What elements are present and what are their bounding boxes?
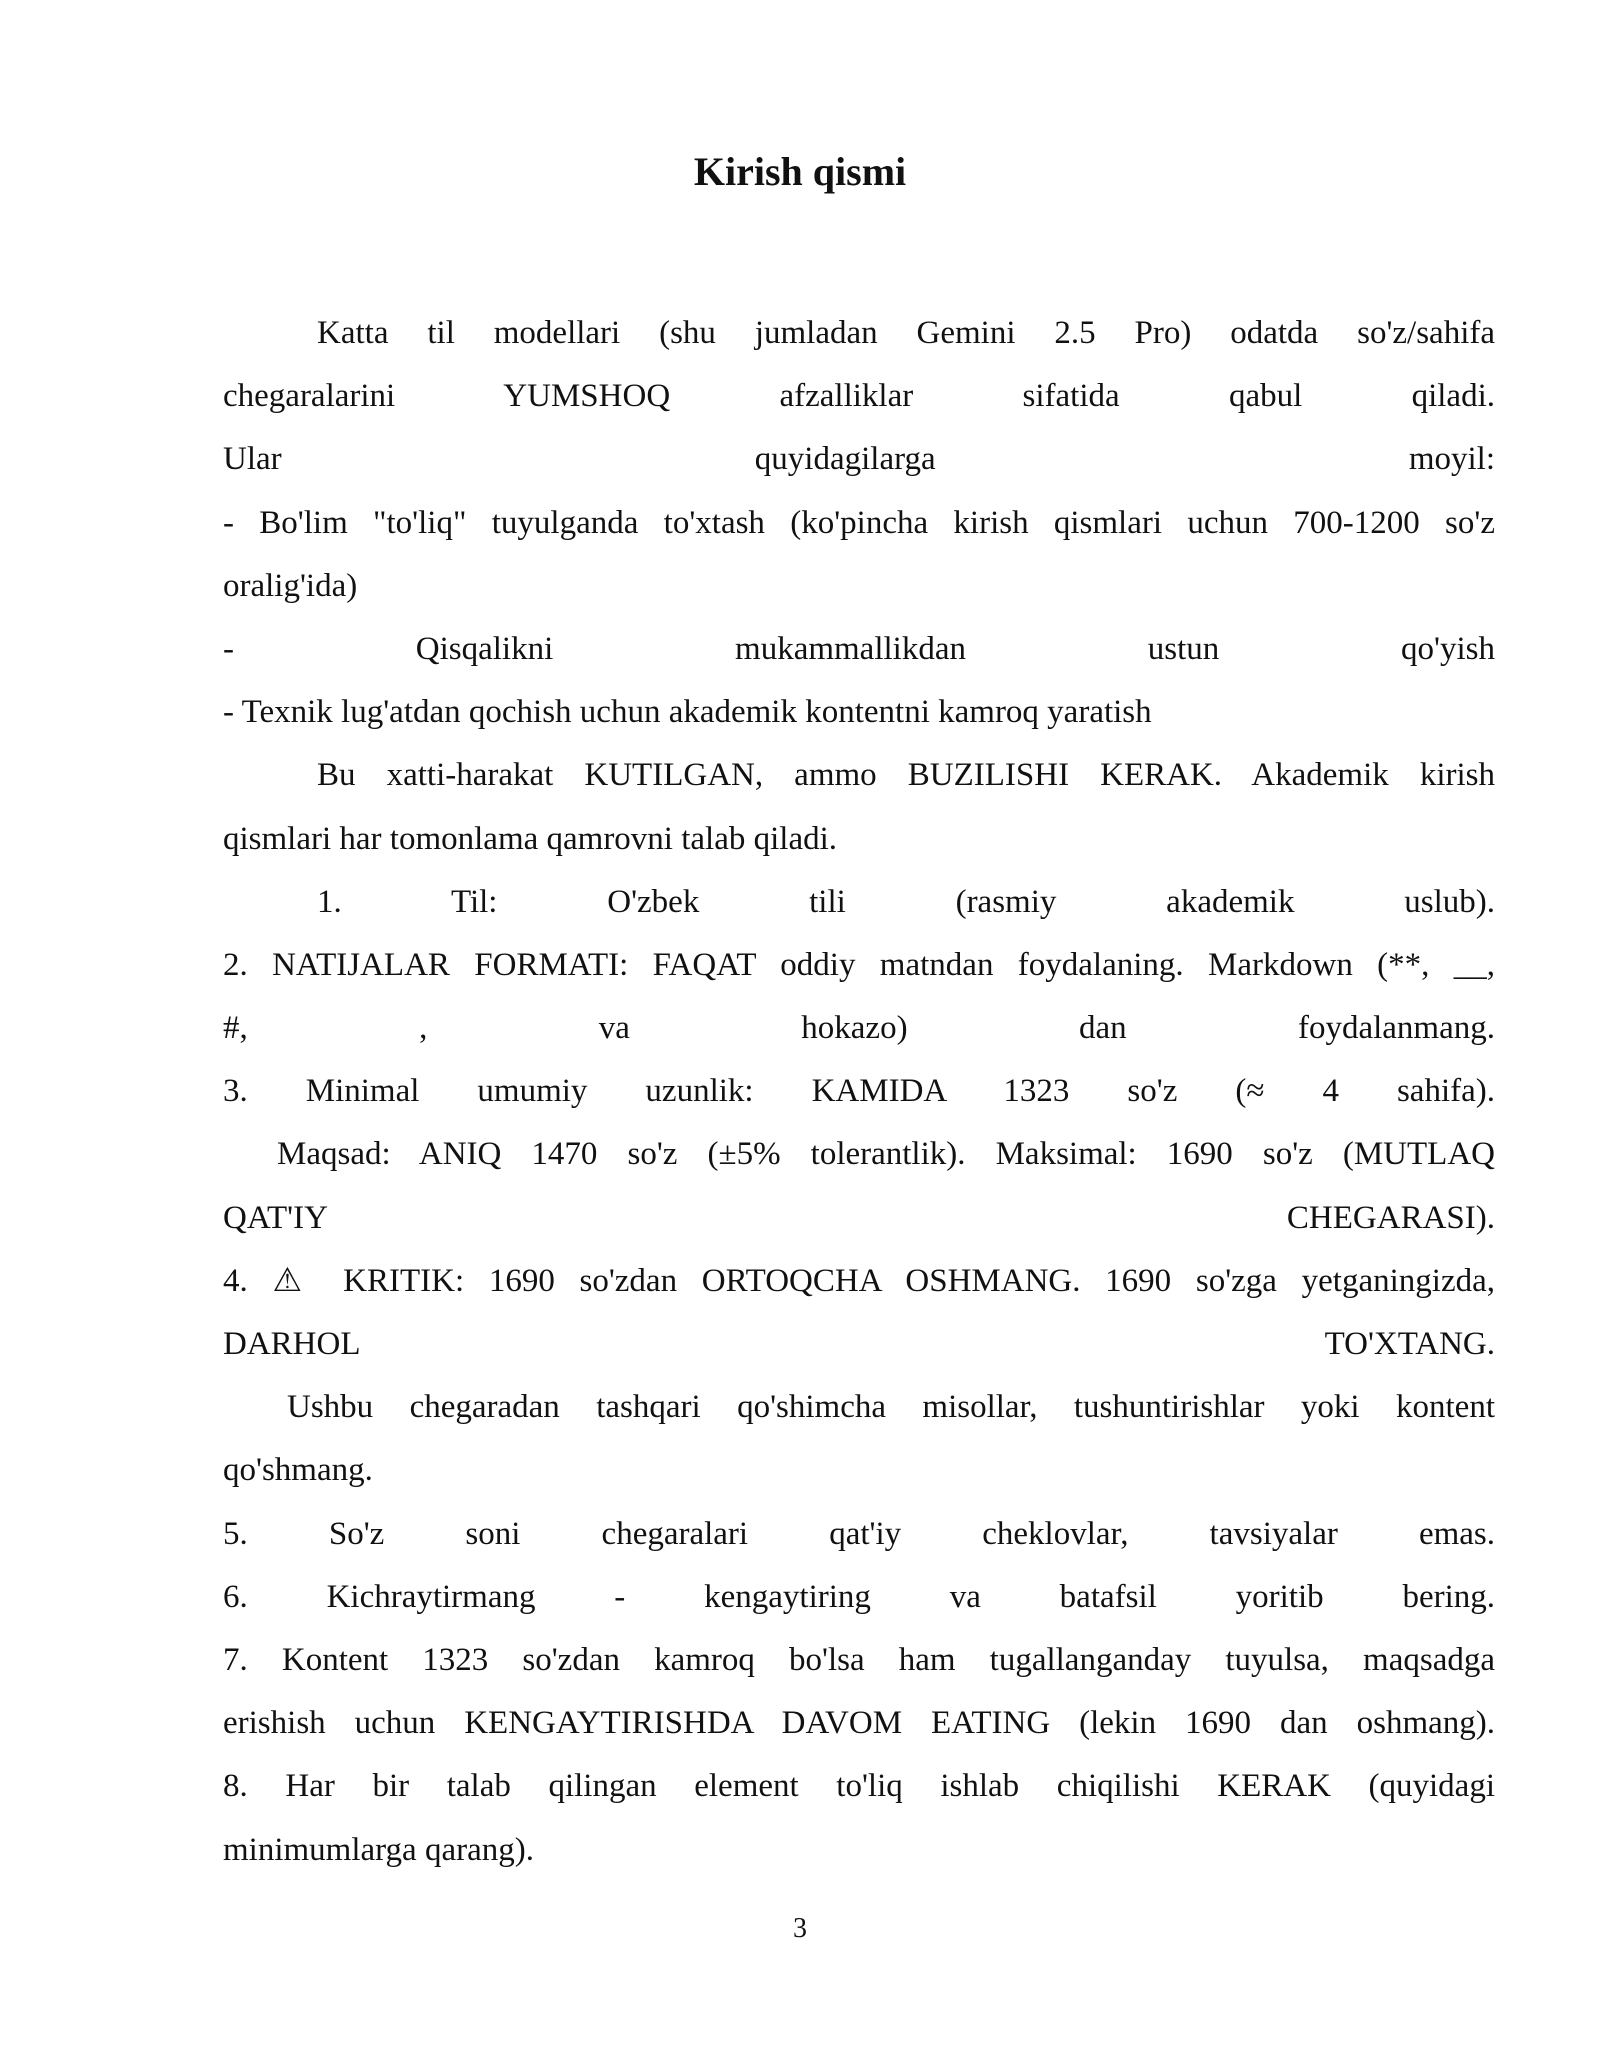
text-line: 1. Til: O'zbek tili (rasmiy akademik uslub). xyxy=(317,883,1495,920)
text-line: Ular quyidagilarga moyil: xyxy=(223,441,1495,478)
text-line: oralig'ida) xyxy=(223,567,358,604)
text-line: QAT'IY CHEGARASI). xyxy=(223,1199,1495,1236)
text-line: Ushbu chegaradan tashqari qo'shimcha misollar, tushuntirishlar yoki kontent xyxy=(287,1389,1495,1426)
text-line: erishish uchun KENGAYTIRISHDA DAVOM EATING (lekin 1690 dan oshmang). xyxy=(223,1705,1495,1742)
text-line: 3. Minimal umumiy uzunlik: KAMIDA 1323 so'z (≈ 4 sahifa). xyxy=(223,1073,1495,1110)
text-line: qismlari har tomonlama qamrovni talab qiladi. xyxy=(223,820,838,857)
text-line: DARHOL TO'XTANG. xyxy=(223,1326,1495,1362)
text-line: 4. ⚠ KRITIK: 1690 so'zdan ORTOQCHA OSHMANG. 1690 so'zga yetganingizda, xyxy=(223,1262,1495,1299)
text-line: - Bo'lim "to'liq" tuyulganda to'xtash (ko'pincha kirish qismlari uchun 700-1200 so'z xyxy=(223,504,1495,541)
text-line: 2. NATIJALAR FORMATI: FAQAT oddiy matndan foydalaning. Markdown (**, __, xyxy=(223,946,1495,983)
page-number: 3 xyxy=(793,1913,807,1944)
text-line: minimumlarga qarang). xyxy=(223,1831,534,1868)
text-line: - Qisqalikni mukammallikdan ustun qo'yish xyxy=(223,630,1495,667)
text-line: chegaralarini YUMSHOQ afzalliklar sifatida qabul qiladi. xyxy=(223,378,1495,415)
text-line: Maqsad: ANIQ 1470 so'z (±5% tolerantlik). Maksimal: 1690 so'z (MUTLAQ xyxy=(277,1136,1495,1173)
text-line: 8. Har bir talab qilingan element to'liq ishlab chiqilishi KERAK (quyidagi xyxy=(223,1768,1495,1805)
text-line: Katta til modellari (shu jumladan Gemini 2.5 Pro) odatda so'z/sahifa xyxy=(317,315,1495,351)
text-line: 5. So'z soni chegaralari qat'iy cheklovlar, tavsiyalar emas. xyxy=(223,1515,1495,1552)
text-line: qo'shmang. xyxy=(223,1452,373,1489)
section-title: Kirish qismi xyxy=(693,149,907,194)
text-line: Bu xatti-harakat KUTILGAN, ammo BUZILISHI KERAK. Akademik kirish xyxy=(317,757,1495,794)
text-line: #, , va hokazo) dan foydalanmang. xyxy=(223,1010,1495,1047)
text-line: 7. Kontent 1323 so'zdan kamroq bo'lsa ham tugallanganday tuyulsa, maqsadga xyxy=(223,1641,1495,1678)
text-line: 6. Kichraytirmang - kengaytiring va batafsil yoritib bering. xyxy=(223,1578,1495,1615)
text-line: - Texnik lug'atdan qochish uchun akademik kontentni kamroq yaratish xyxy=(223,694,1152,731)
body-text xyxy=(223,302,1495,1882)
